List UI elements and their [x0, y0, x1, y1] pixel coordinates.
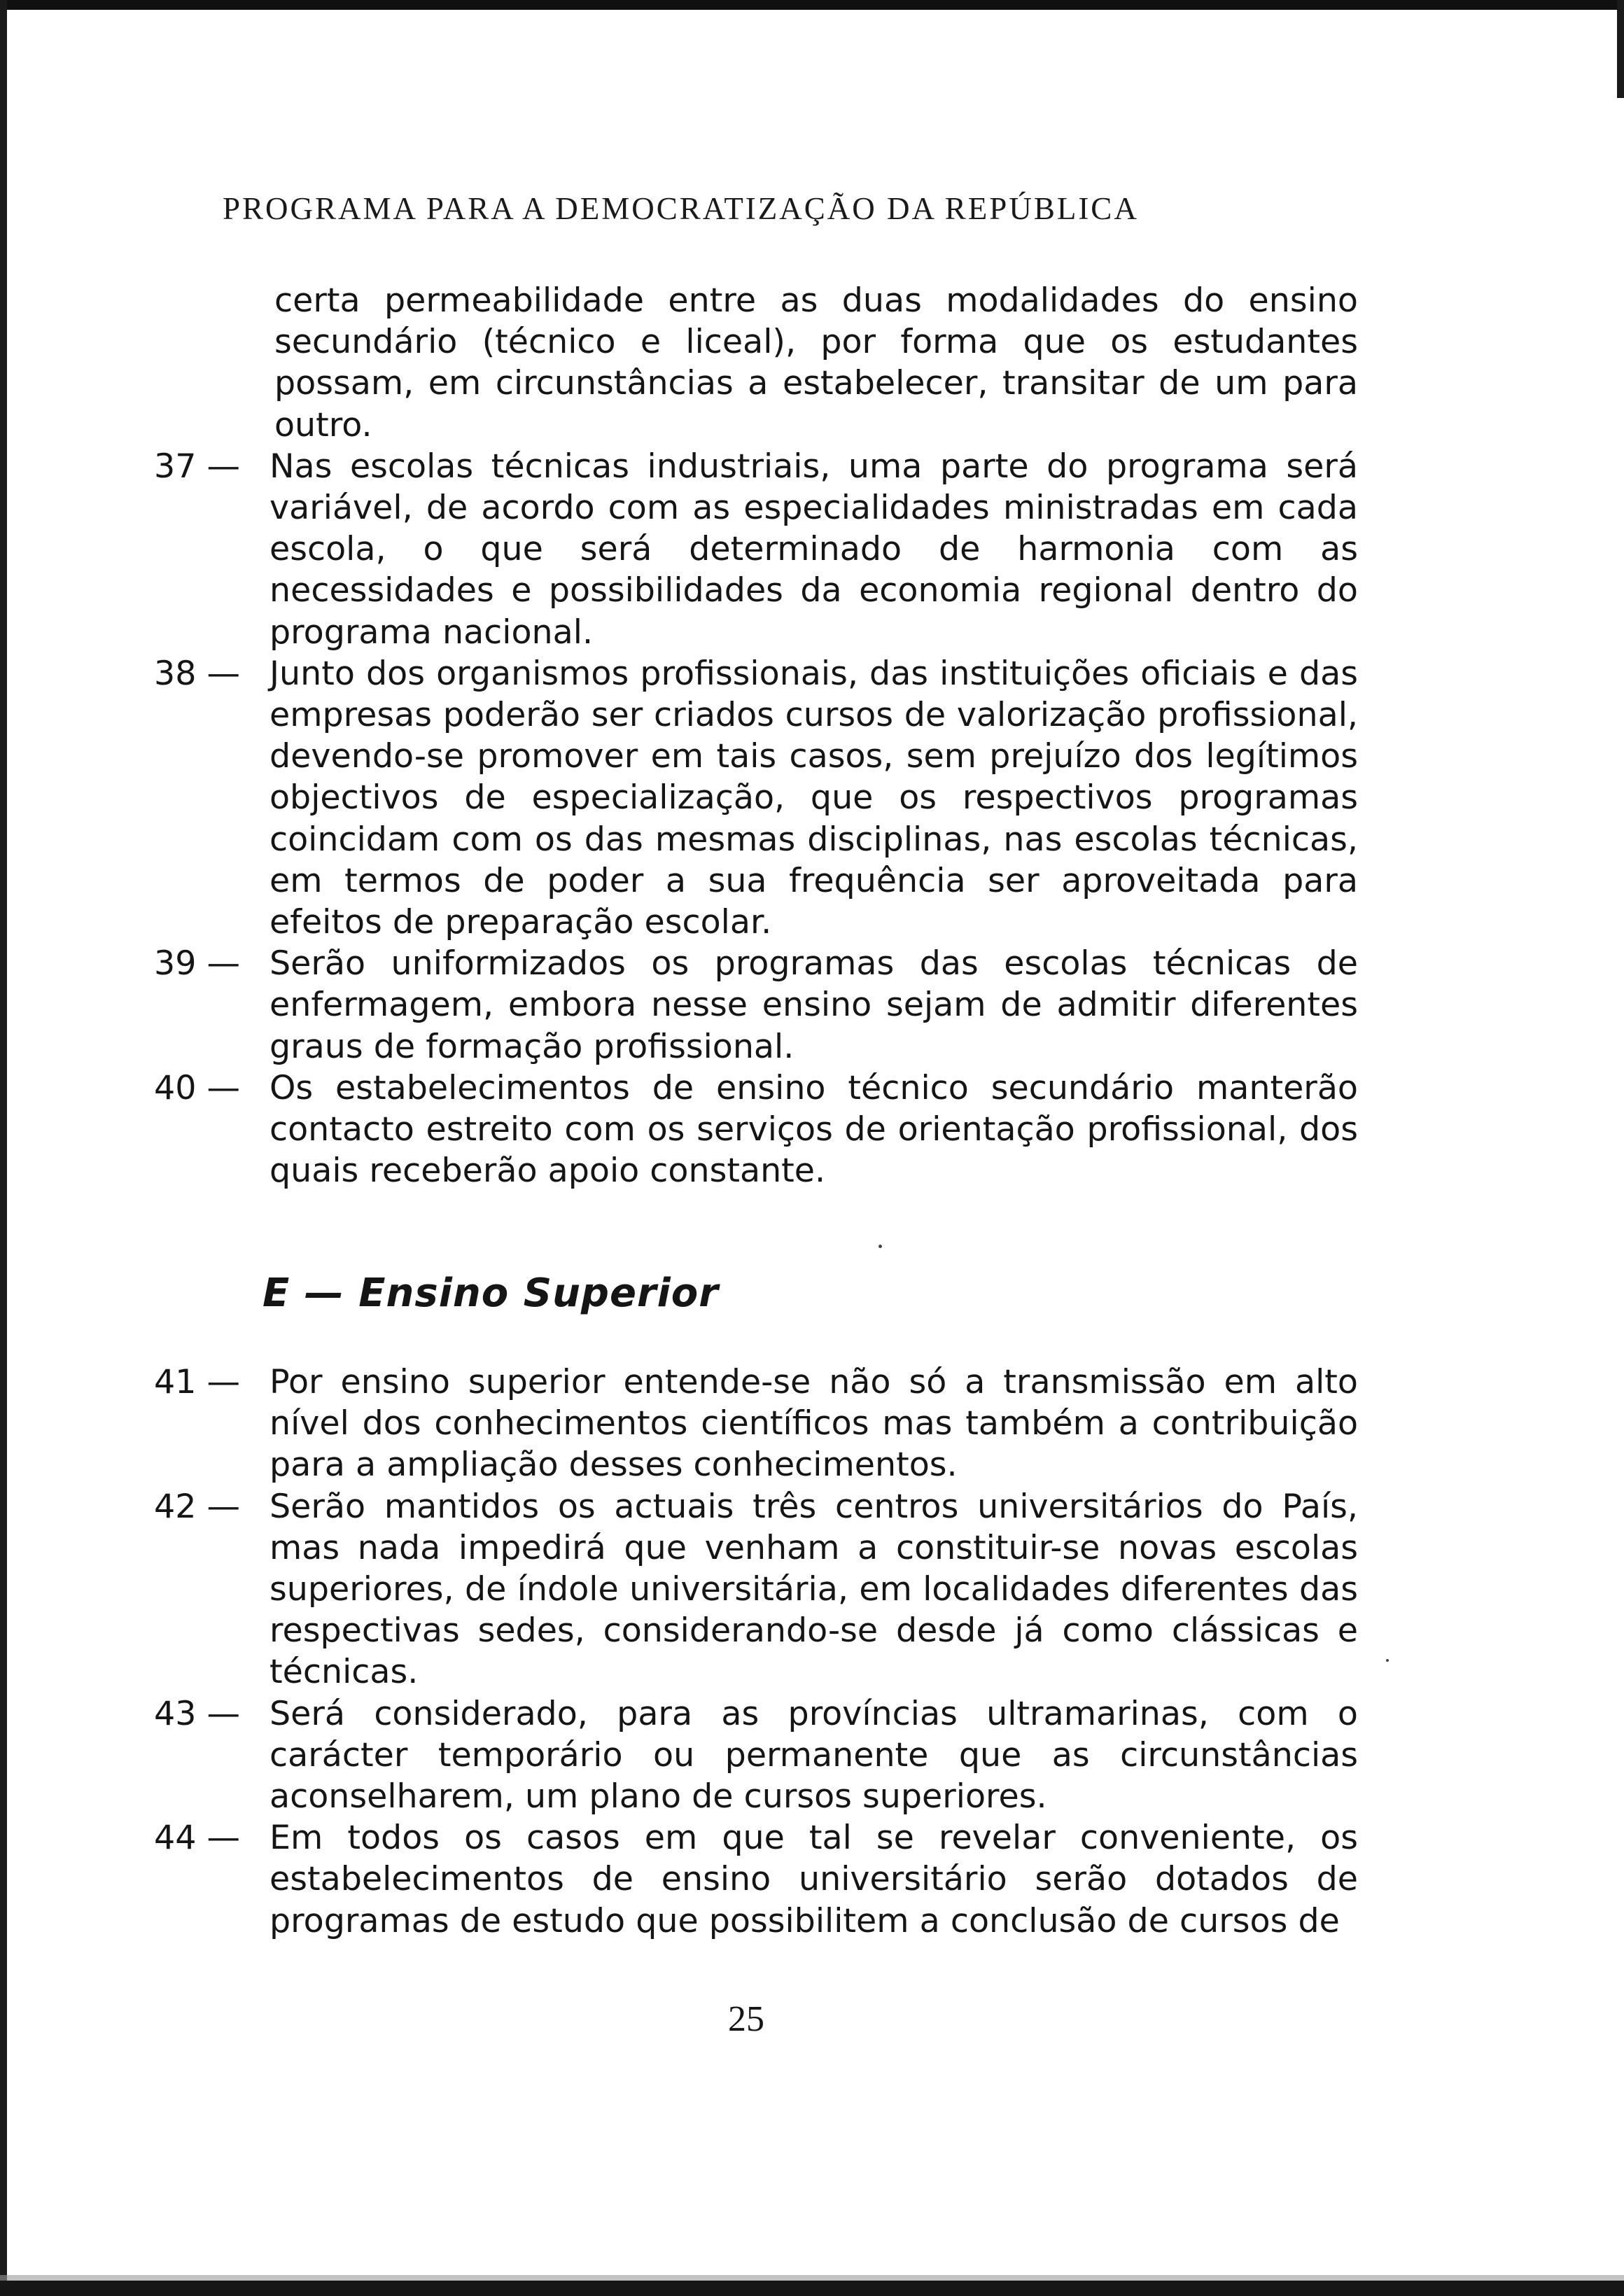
item-text: Serão mantidos os actuais três centros universitários do País, mas nada impedirá que venham a constituir-se novas escolas superiores, de índole universitária, em localidades diferentes das respectivas sedes, considerando-se desde já como clássicas e técnicas.	[270, 1487, 1358, 1692]
scan-border-bottom-shadow	[0, 2275, 1624, 2281]
item-text: Será considerado, para as províncias ultramarinas, com o carácter temporário ou permanente que as circunstâncias aconselharem, um plano de cursos superiores.	[270, 1694, 1358, 1816]
scan-border-right	[1617, 0, 1624, 98]
scan-speck	[1386, 1659, 1389, 1662]
list-item-37	[0, 446, 1624, 653]
item-number: 43 —	[154, 1694, 241, 1733]
body-text-lower	[0, 1362, 1624, 1942]
list-item-44	[0, 1817, 1624, 1942]
list-item-42	[0, 1486, 1624, 1693]
item-number: 39 —	[154, 944, 241, 983]
list-item-40	[0, 1068, 1624, 1192]
continuation-paragraph: certa permeabilidade entre as duas modalidades do ensino secundário (técnico e liceal), por forma que os estudantes possam, em circunstâncias a estabelecer, transitar de um para outro.	[274, 281, 1358, 444]
list-item-41	[0, 1362, 1624, 1486]
scan-border-top	[0, 0, 1624, 10]
section-heading: E — Ensino Superior	[262, 1270, 719, 1316]
running-head: PROGRAMA PARA A DEMOCRATIZAÇÃO DA REPÚBLICA	[223, 191, 1139, 226]
item-text: Serão uniformizados os programas das escolas técnicas de enfermagem, embora nesse ensino sejam de admitir diferentes graus de formação profissional.	[270, 944, 1358, 1066]
item-text: Nas escolas técnicas industriais, uma parte do programa será variável, de acordo com as especialidades ministradas em cada escola, o que será determinado de harmonia com as necessidades e possibilidades da economia regional dentro do programa nacional.	[270, 447, 1358, 652]
list-item-43	[0, 1693, 1624, 1818]
item-text: Os estabelecimentos de ensino técnico secundário manterão contacto estreito com os serviços de orientação profissional, dos quais receberão apoio constante.	[270, 1068, 1358, 1191]
item-number: 42 —	[154, 1487, 241, 1526]
item-text: Por ensino superior entende-se não só a transmissão em alto nível dos conhecimentos científicos mas também a contribuição para a ampliação desses conhecimentos.	[270, 1363, 1358, 1485]
list-item-38	[0, 653, 1624, 943]
item-text: Junto dos organismos profissionais, das instituições oficiais e das empresas poderão ser criados cursos de valorização profissional, devendo-se promover em tais casos, sem prejuízo dos legítimos objectivos de especialização, que os respectivos programas coincidam com os das mesmas disciplinas, nas escolas técnicas, em termos de poder a sua frequência ser aproveitada para efeitos de preparação escolar.	[270, 654, 1358, 942]
item-number: 38 —	[154, 654, 241, 693]
item-number: 41 —	[154, 1363, 241, 1401]
scan-border-bottom	[0, 2281, 1624, 2296]
item-number: 37 —	[154, 447, 241, 486]
list-item-39	[0, 943, 1624, 1068]
item-number: 44 —	[154, 1819, 241, 1858]
body-text-upper	[0, 280, 1624, 1191]
page-number: 25	[728, 1999, 764, 2039]
scan-speck	[878, 1245, 882, 1248]
item-number: 40 —	[154, 1068, 241, 1107]
item-text: Em todos os casos em que tal se revelar conveniente, os estabelecimentos de ensino universitário serão dotados de programas de estudo que possibilitem a conclusão de cursos de	[270, 1819, 1358, 1940]
